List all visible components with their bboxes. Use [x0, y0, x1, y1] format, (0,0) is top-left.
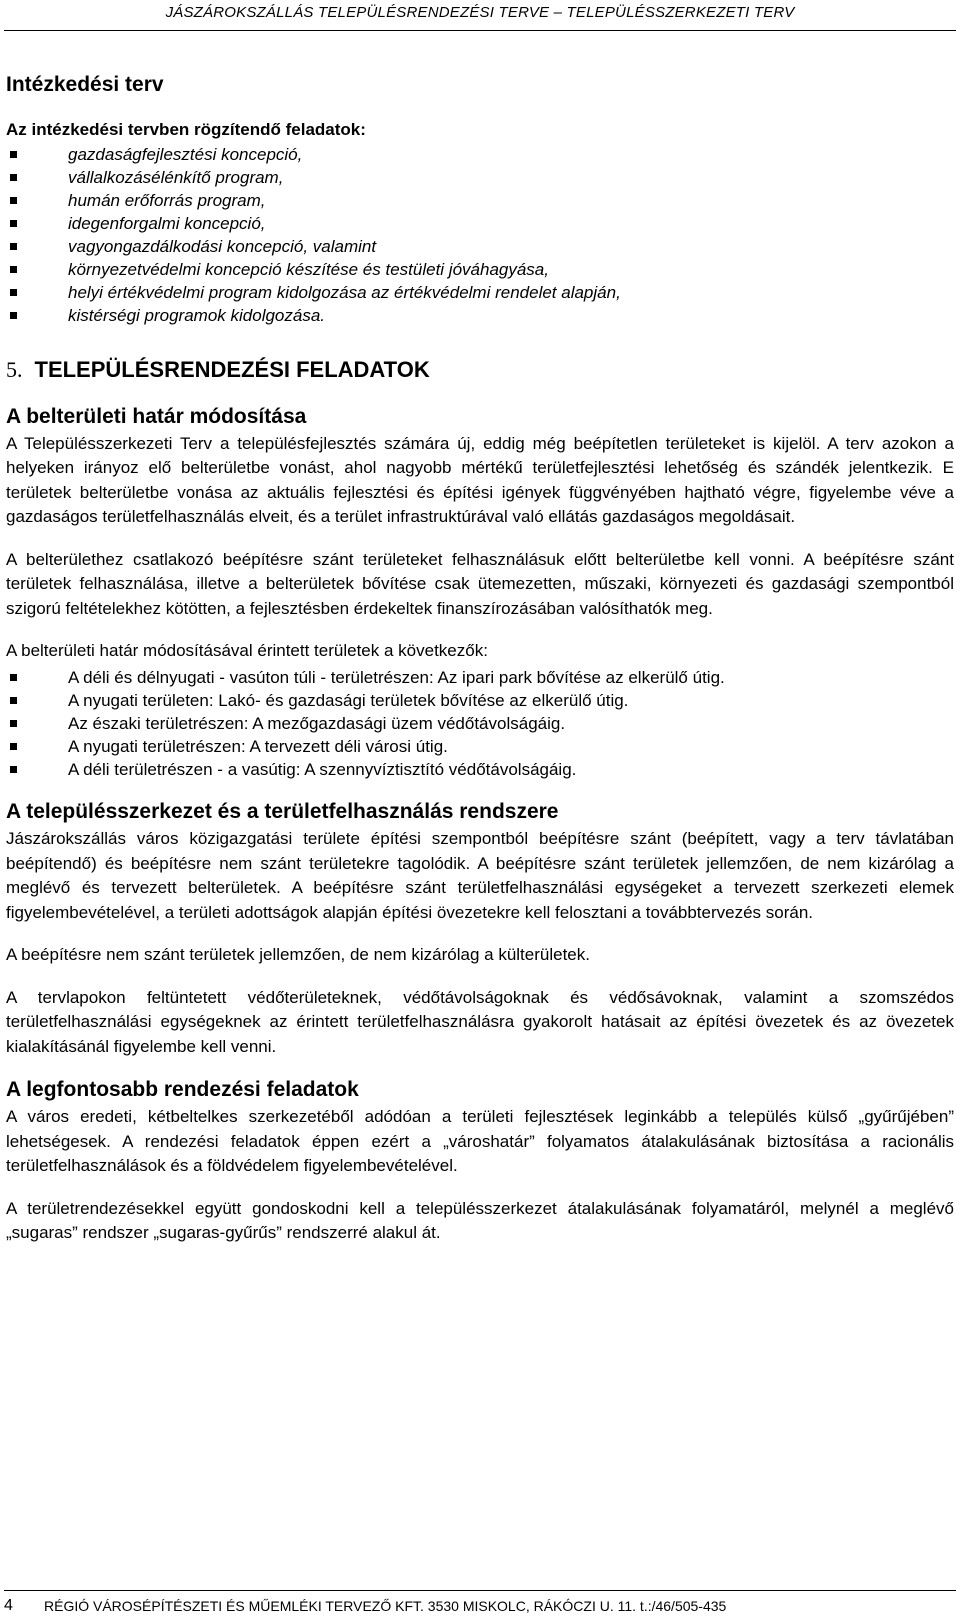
- list-item: vagyongazdálkodási koncepció, valamint: [6, 235, 954, 258]
- list-item: kistérségi programok kidolgozása.: [6, 304, 954, 327]
- heading-structure: A településszerkezet és a területfelhasználás rendszere: [6, 799, 559, 823]
- list-item: humán erőforrás program,: [6, 189, 954, 212]
- list-item: idegenforgalmi koncepció,: [6, 212, 954, 235]
- header-divider: [4, 30, 956, 31]
- page-content: [6, 72, 954, 1264]
- section-title: TELEPÜLÉSRENDEZÉSI FELADATOK: [34, 357, 430, 383]
- list-item: A déli területrészen - a vasútig: A szennyvíztisztító védőtávolságáig.: [6, 758, 954, 781]
- page-number: 4: [4, 1597, 13, 1614]
- list-item: A nyugati területrészen: A tervezett déli városi útig.: [6, 735, 954, 758]
- plan-task-list: [6, 143, 954, 327]
- list-item: Az északi területrészen: A mezőgazdasági üzem védőtávolságáig.: [6, 712, 954, 735]
- list-item: helyi értékvédelmi program kidolgozása az értékvédelmi rendelet alapján,: [6, 281, 954, 304]
- list-item: A nyugati területen: Lakó- és gazdasági területek bővítése az elkerülő útig.: [6, 689, 954, 712]
- paragraph: A területrendezésekkel együtt gondoskodni kell a településszerkezet átalakulásának folyamatáról, melynél a meglévő „sugaras” rendszer „sugaras-gyűrűs” rendszerré alakul át.: [6, 1198, 954, 1243]
- plan-title: Intézkedési terv: [6, 73, 164, 96]
- list-item: környezetvédelmi koncepció készítése és testületi jóváhagyása,: [6, 258, 954, 281]
- heading-boundary: A belterületi határ módosítása: [6, 404, 307, 428]
- plan-intro: Az intézkedési tervben rögzítendő feladatok:: [6, 120, 366, 140]
- paragraph: A beépítésre nem szánt területek jellemzően, de nem kizárólag a külterületek.: [6, 945, 590, 965]
- paragraph: Jászárokszállás város közigazgatási területe építési szempontból beépítésre szánt (beépített, vagy a terv távlatában beépítendő) és beépítésre nem szánt területekre tagolódik. A beépítésre szánt területek jellemzően, de nem kizárólag a meglévő és tervezett belterületek. A beépítésre szánt területfelhasználási egységeket a tervezett szerkezeti elemek figyelembevételével, a területi adottságok alapján építési övezetekre kell felosztani a továbbtervezés során.: [6, 829, 954, 922]
- heading-tasks: A legfontosabb rendezési feladatok: [6, 1078, 359, 1102]
- list-item: A déli és délnyugati - vasúton túli - területrészen: Az ipari park bővítése az elkerülő útig.: [6, 666, 954, 689]
- paragraph: A Településszerkezeti Terv a településfejlesztés számára új, eddig még beépítetlen területeket is kijelöl. A terv azokon a helyeken irányoz elő belterületbe vonást, ahol nagyobb mértékű területfejlesztési lehetőség és szándék jelentkezik. E területek belterületbe vonása az aktuális fejlesztési és építési igények függvényében hajtható végre, figyelembe véve a gazdaságos területfelhasználás elveit, és a terület infrastruktúrával való ellátás gazdaságos megoldásait.: [6, 433, 954, 527]
- paragraph: A belterülethez csatlakozó beépítésre szánt területeket felhasználásuk előtt belterületbe kell vonni. A beépítésre szánt területek felhasználása, illetve a belterületek bővítése csak ütemezetten, műszaki, környezeti és gazdasági szempontból szigorú feltételekhez kötötten, a fejlesztésben érdekeltek finanszírozásában valósíthatók meg.: [6, 549, 954, 618]
- list-item: gazdaságfejlesztési koncepció,: [6, 143, 954, 166]
- paragraph: A tervlapokon feltüntetett védőterületeknek, védőtávolságoknak és védősávoknak, valamint a szomszédos területfelhasználási egységeknek az érintett területfelhasználásra gyakorolt hatásait az építési övezetek és az övezetek kialakításánál figyelembe kell venni.: [6, 987, 954, 1056]
- footer-divider: [4, 1590, 956, 1591]
- paragraph: A város eredeti, kétbeltelkes szerkezetéből adódóan a területi fejlesztések leginkább a település külső „gyűrűjében” lehetségesek. A rendezési feladatok éppen ezért a „városhatár” folyamatos átalakulásának biztosítása a racionális területfelhasználások és a földvédelem figyelembevételével.: [6, 1107, 954, 1176]
- section-heading: [6, 357, 954, 383]
- list-item: vállalkozásélénkítő program,: [6, 166, 954, 189]
- running-header: JÁSZÁROKSZÁLLÁS TELEPÜLÉSRENDEZÉSI TERVE – TELEPÜLÉSSZERKEZETI TERV: [165, 4, 795, 21]
- affected-areas-list: [6, 666, 954, 781]
- section-number: 5.: [6, 357, 23, 383]
- footer-organization: RÉGIÓ VÁROSÉPÍTÉSZETI ÉS MŰEMLÉKI TERVEZŐ KFT. 3530 MISKOLC, RÁKÓCZI U. 11. t.:/46/505-435: [44, 1598, 727, 1614]
- paragraph: A belterületi határ módosításával érintett területek a következők:: [6, 641, 488, 661]
